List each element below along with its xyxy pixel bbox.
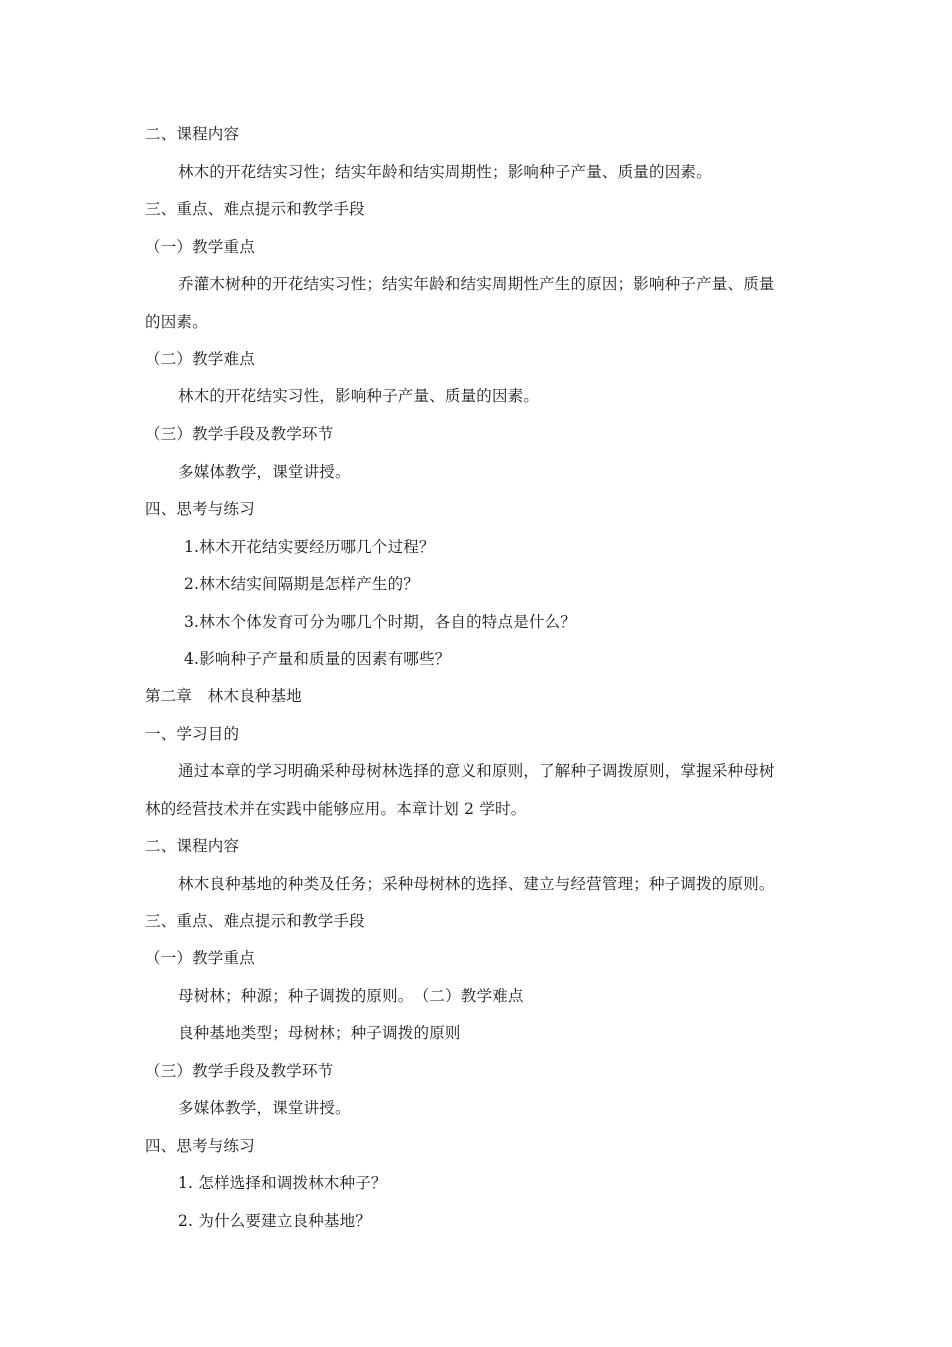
subheading-teaching-focus-2: （一）教学重点 xyxy=(145,949,255,967)
paragraph-objectives: 通过本章的学习明确采种母树林选择的意义和原则，了解种子调拨原则，掌握采种母树 xyxy=(178,762,775,780)
paragraph-teaching-focus-cont: 的因素。 xyxy=(145,313,208,331)
paragraph-teaching-difficulty: 林木的开花结实习性，影响种子产量、质量的因素。 xyxy=(178,387,540,405)
paragraph-teaching-methods: 多媒体教学，课堂讲授。 xyxy=(178,463,351,481)
subheading-teaching-methods: （三）教学手段及教学环节 xyxy=(145,425,334,443)
exercise-item-3: 3.林木个体发育可分为哪几个时期，各自的特点是什么？ xyxy=(184,613,576,631)
exercise-item-1: 1.林木开花结实要经历哪几个过程？ xyxy=(184,538,435,556)
section-heading-key-points-2: 三、重点、难点提示和教学手段 xyxy=(145,912,365,930)
paragraph-course-content-2: 林木良种基地的种类及任务；采种母树林的选择、建立与经营管理；种子调拨的原则。 xyxy=(178,875,775,893)
paragraph-objectives-cont: 林的经营技术并在实践中能够应用。本章计划 2 学时。 xyxy=(145,800,527,818)
chapter-title: 第二章 林木良种基地 xyxy=(145,687,303,705)
paragraph-teaching-focus: 乔灌木树种的开花结实习性；结实年龄和结实周期性产生的原因；影响种子产量、质量 xyxy=(178,275,775,293)
section-heading-key-points: 三、重点、难点提示和教学手段 xyxy=(145,200,365,218)
paragraph-course-content: 林木的开花结实习性；结实年龄和结实周期性；影响种子产量、质量的因素。 xyxy=(178,163,712,181)
exercise-item-2-2: 2. 为什么要建立良种基地？ xyxy=(178,1212,372,1230)
subheading-teaching-methods-2: （三）教学手段及教学环节 xyxy=(145,1062,334,1080)
exercise-item-2: 2.林木结实间隔期是怎样产生的？ xyxy=(184,575,419,593)
section-heading-course-content: 二、课程内容 xyxy=(145,125,240,143)
subheading-teaching-focus: （一）教学重点 xyxy=(145,238,255,256)
paragraph-teaching-difficulty-2: 良种基地类型；母树林；种子调拨的原则 xyxy=(178,1024,461,1042)
section-heading-exercises-2: 四、思考与练习 xyxy=(145,1137,255,1155)
exercise-item-4: 4.影响种子产量和质量的因素有哪些？ xyxy=(184,650,451,668)
paragraph-teaching-focus-2: 母树林；种源；种子调拨的原则。 （二）教学难点 xyxy=(178,987,524,1005)
paragraph-teaching-methods-2: 多媒体教学，课堂讲授。 xyxy=(178,1099,351,1117)
subheading-teaching-difficulty: （二）教学难点 xyxy=(145,350,255,368)
section-heading-objectives: 一、学习目的 xyxy=(145,725,240,743)
section-heading-course-content-2: 二、课程内容 xyxy=(145,837,240,855)
exercise-item-2-1: 1. 怎样选择和调拨林木种子？ xyxy=(178,1174,387,1192)
section-heading-exercises: 四、思考与练习 xyxy=(145,500,255,518)
